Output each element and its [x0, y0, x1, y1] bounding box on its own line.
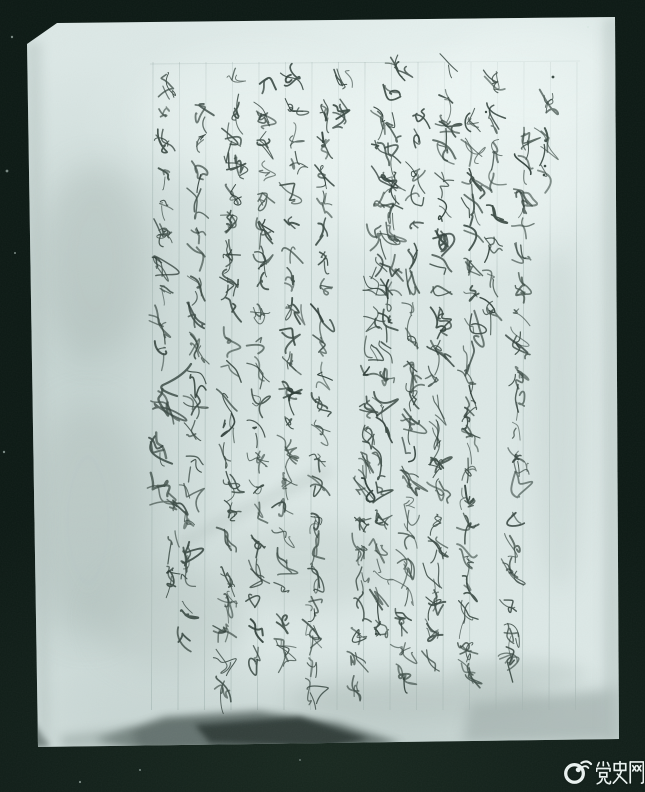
ink-dot: [485, 111, 487, 113]
salutation-colon-dot: [544, 165, 547, 168]
handwriting-column: [178, 104, 214, 652]
handwriting-column: [480, 70, 507, 335]
handwriting-column: [391, 109, 430, 693]
handwriting-column: [272, 64, 309, 673]
closing-flourish-stroke: [161, 364, 191, 396]
handwriting-column: [534, 90, 558, 193]
site-watermark: [560, 755, 645, 789]
handwriting-column: [369, 55, 412, 638]
handwriting-column: [166, 493, 188, 597]
watermark-char-wang: [630, 762, 643, 783]
watermark-char-shi: [613, 762, 626, 783]
handwriting-column: [422, 54, 462, 671]
handwriting-column: [246, 78, 276, 675]
handwriting-column: [303, 100, 335, 710]
handwriting-column: [213, 68, 248, 713]
handwriting-column: [149, 73, 179, 371]
handwriting-column: [333, 69, 352, 128]
handwriting-column: [147, 389, 186, 505]
watermark-char-dang: [597, 762, 611, 784]
handwriting-column: [498, 127, 540, 682]
salutation-colon-dot: [543, 174, 546, 177]
ink-dot: [375, 633, 377, 635]
handwriting-column: [347, 107, 398, 701]
watermark-text-glyphs: [596, 761, 644, 785]
weibo-icon: [560, 755, 593, 788]
handwriting-column: [457, 108, 492, 687]
ink-dot: [552, 76, 555, 79]
